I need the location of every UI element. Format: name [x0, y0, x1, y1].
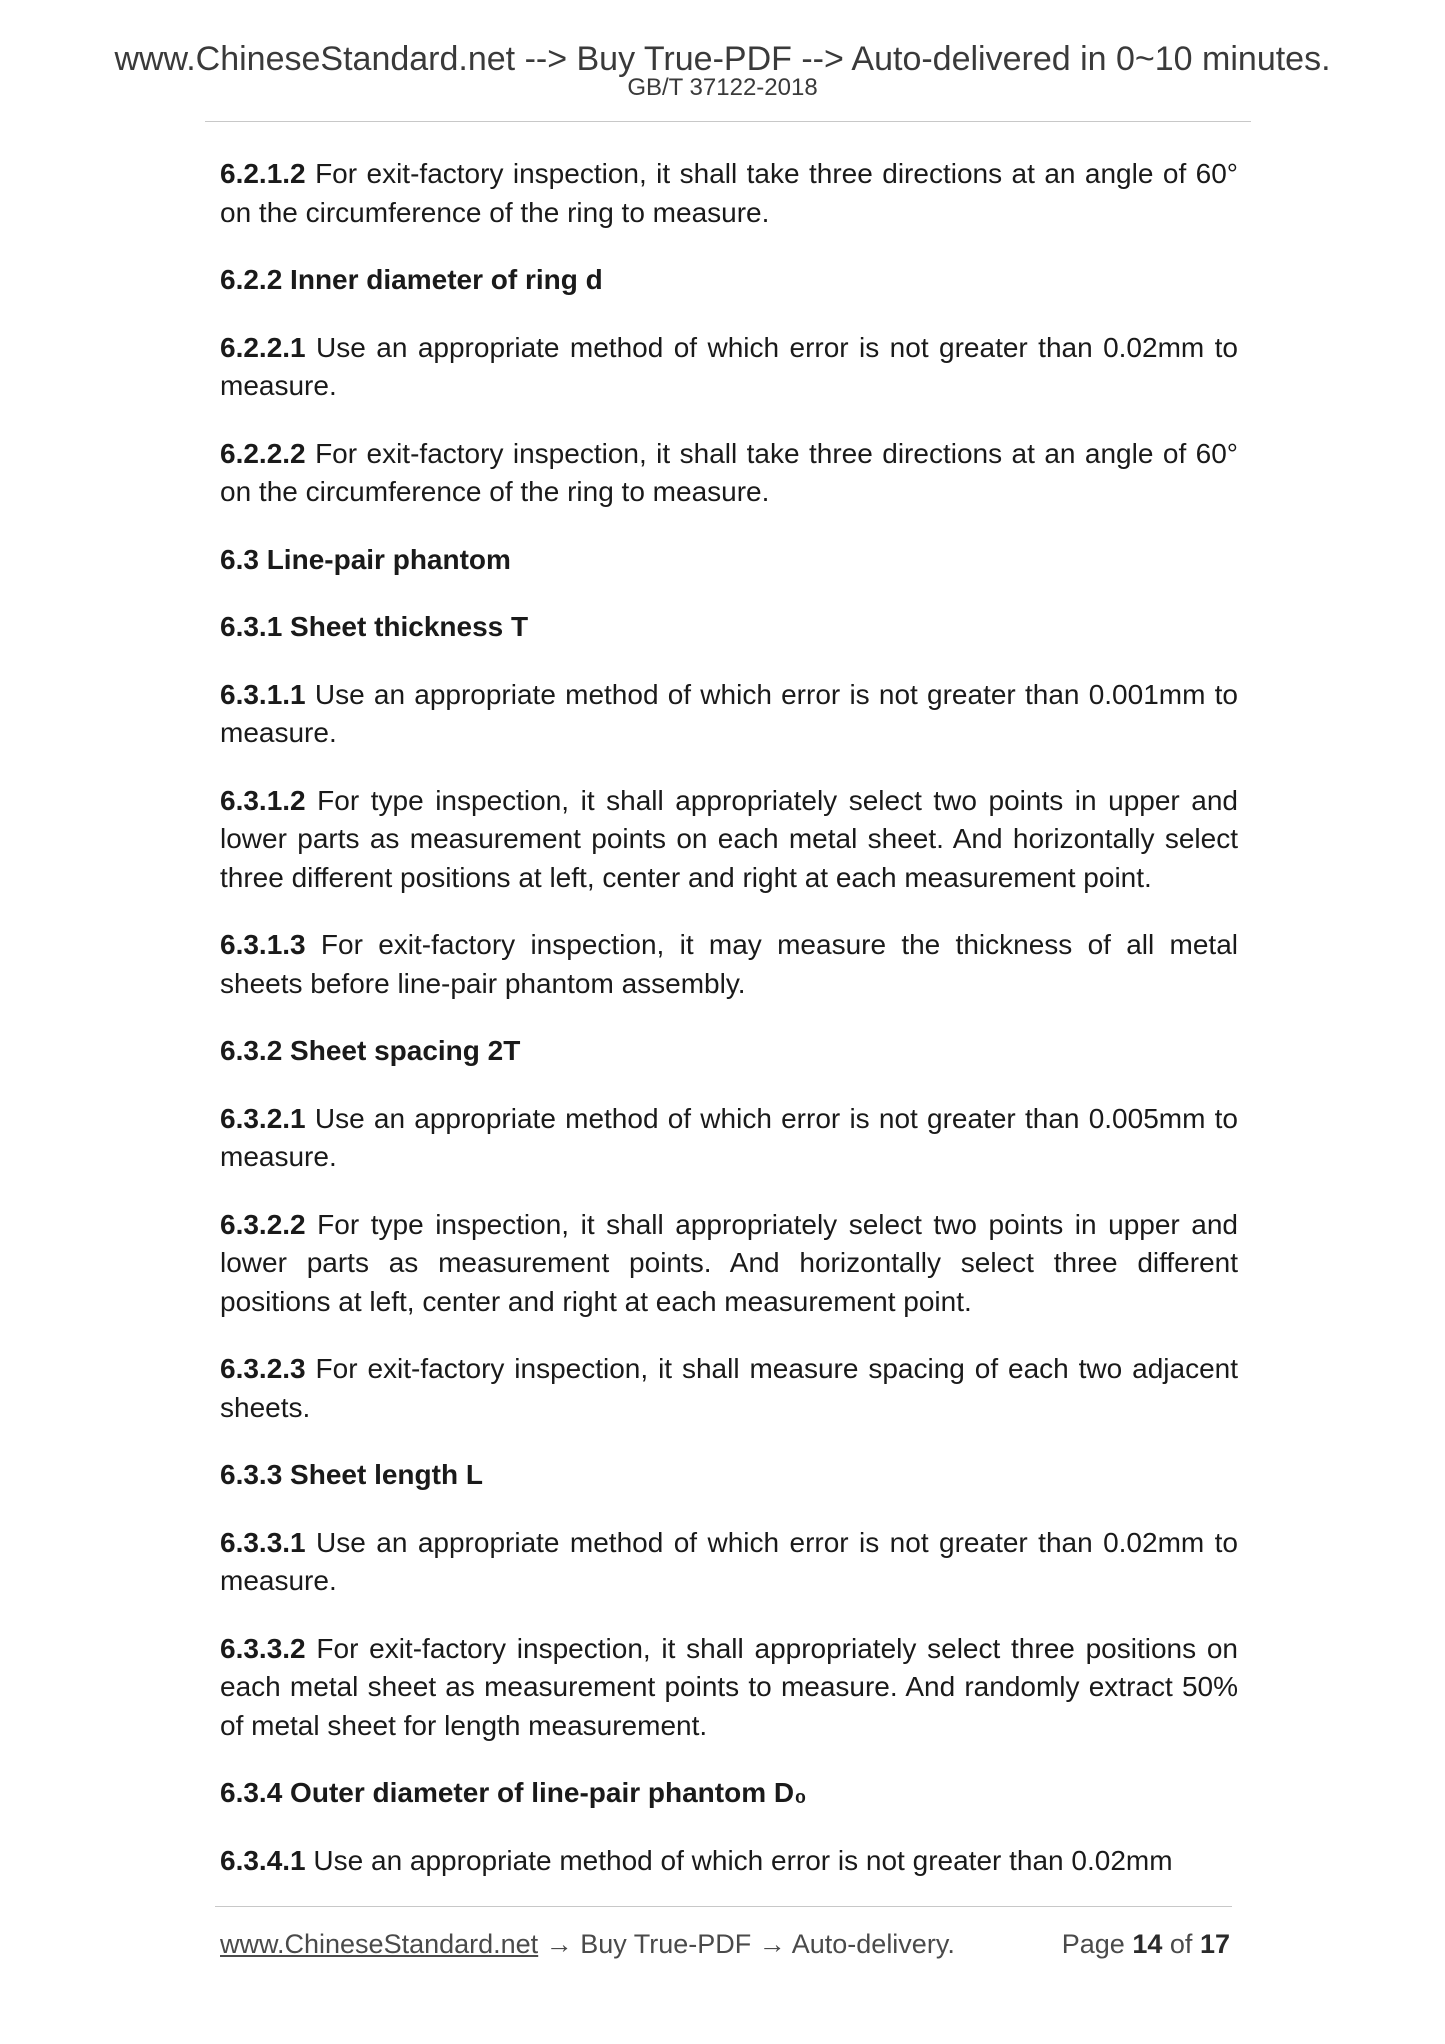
- clause-6-3-3-2: [220, 1630, 1238, 1746]
- of-label: of: [1169, 1929, 1193, 1959]
- clause-6-3-2-2: [220, 1206, 1238, 1322]
- document-body: [220, 155, 1238, 1909]
- clause-6-2-2-2: [220, 435, 1238, 512]
- clause-6-3-1-1: [220, 676, 1238, 753]
- clause-6-2-1-2: [220, 155, 1238, 232]
- clause-number: 6.2.2.2: [220, 437, 306, 469]
- clause-number: 6.2.2.1: [220, 331, 306, 363]
- heading-6-3-4: 6.3.4 Outer diameter of line-pair phantom D₀: [220, 1777, 807, 1808]
- clause-text: For exit-factory inspection, it shall appropriately select three positions on each metal sheet as measurement points to measure. And randomly extract 50% of metal sheet for length measurement.: [220, 1632, 1238, 1741]
- clause-text: Use an appropriate method of which error is not greater than 0.001mm to measure.: [220, 678, 1238, 748]
- clause-text: For exit-factory inspection, it shall take three directions at an angle of 60° on the circumference of the ring to measure.: [220, 437, 1238, 507]
- clause-6-3-2-3: [220, 1350, 1238, 1427]
- clause-number: 6.3.2.1: [220, 1102, 306, 1134]
- footer-divider: [215, 1906, 1232, 1907]
- page-footer: [220, 1927, 1230, 1967]
- clause-text: Use an appropriate method of which error is not greater than 0.02mm to measure.: [220, 1526, 1238, 1596]
- clause-number: 6.2.1.2: [220, 158, 306, 189]
- clause-6-3-2-1: [220, 1100, 1238, 1177]
- footer-promo: [220, 1927, 955, 1961]
- heading-6-3-2: 6.3.2 Sheet spacing 2T: [220, 1035, 521, 1066]
- site-banner: www.ChineseStandard.net --> Buy True-PDF --> Auto-delivered in 0~10 minutes.: [114, 40, 1331, 78]
- clause-number: 6.3.2.2: [220, 1208, 306, 1240]
- header-divider: [205, 121, 1251, 122]
- clause-number: 6.3.3.2: [220, 1632, 306, 1664]
- heading-6-3-1: 6.3.1 Sheet thickness T: [220, 611, 529, 642]
- clause-6-3-4-1: [220, 1842, 1238, 1881]
- clause-text: For exit-factory inspection, it shall measure spacing of each two adjacent sheets.: [220, 1353, 1238, 1423]
- page-total: 17: [1199, 1929, 1230, 1959]
- clause-6-3-3-1: [220, 1524, 1238, 1601]
- clause-text: For exit-factory inspection, it shall take three directions at an angle of 60° on the circumference of the ring to measure.: [220, 158, 1238, 228]
- clause-number: 6.3.1.3: [220, 929, 306, 960]
- clause-text: Use an appropriate method of which error is not greater than 0.02mm: [305, 1844, 1173, 1876]
- clause-6-3-1-3: [220, 926, 1238, 1003]
- page-number: [1062, 1927, 1230, 1961]
- clause-6-3-1-2: [220, 782, 1238, 898]
- clause-text: For type inspection, it shall appropriately select two points in upper and lower parts as measurement points on each metal sheet. And horizontally select three different positions at left, center and right at each measurement point.: [220, 784, 1238, 893]
- heading-6-3: 6.3 Line-pair phantom: [220, 543, 511, 575]
- clause-number: 6.3.3.1: [220, 1526, 306, 1558]
- footer-promo-text: → Buy True-PDF → Auto-delivery.: [538, 1929, 955, 1959]
- clause-text: Use an appropriate method of which error is not greater than 0.02mm to measure.: [220, 331, 1238, 401]
- page-current: 14: [1132, 1929, 1163, 1959]
- clause-number: 6.3.2.3: [220, 1353, 306, 1384]
- clause-text: For exit-factory inspection, it may measure the thickness of all metal sheets before line-pair phantom assembly.: [220, 929, 1238, 999]
- clause-6-2-2-1: [220, 329, 1238, 406]
- clause-number: 6.3.1.2: [220, 784, 306, 816]
- page-label: Page: [1061, 1929, 1125, 1959]
- footer-site-link[interactable]: www.ChineseStandard.net: [220, 1929, 539, 1959]
- clause-text: Use an appropriate method of which error is not greater than 0.005mm to measure.: [220, 1102, 1238, 1172]
- heading-6-3-3: 6.3.3 Sheet length L: [220, 1459, 483, 1490]
- clause-number: 6.3.4.1: [220, 1844, 306, 1876]
- clause-number: 6.3.1.1: [220, 678, 306, 710]
- heading-6-2-2: 6.2.2 Inner diameter of ring d: [220, 264, 603, 295]
- clause-text: For type inspection, it shall appropriately select two points in upper and lower parts as measurement points. And horizontally select three different positions at left, center and right at each measurement point.: [220, 1208, 1238, 1317]
- standard-code: GB/T 37122-2018: [627, 74, 818, 101]
